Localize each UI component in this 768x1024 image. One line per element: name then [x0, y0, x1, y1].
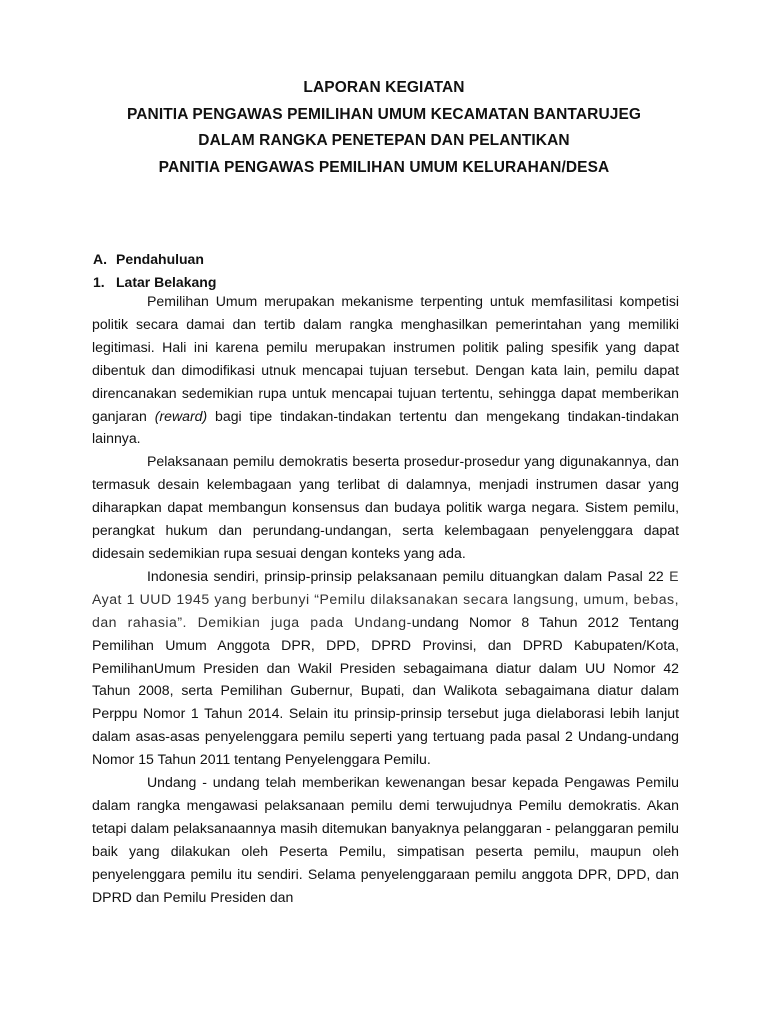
paragraph-4: Undang - undang telah memberikan kewenangan besar kepada Pengawas Pemilu dalam rangka mengawasi pelaksanaan pemilu demi terwujudnya Pemilu demokratis. Akan tetapi dalam pelaksanaannya masih ditemukan banyaknya pelanggaran - pelanggaran pemilu baik yang dilakukan oleh Peserta Pemilu, simpatisan peserta pemilu, maupun oleh penyelenggara pemilu itu sendiri. Selama penyelenggaraan pemilu anggota DPR, DPD, dan DPRD dan Pemilu Presiden dan: [92, 774, 679, 905]
title-line-3: DALAM RANGKA PENETEPAN DAN PELANTIKAN: [198, 132, 570, 149]
paragraph-3-text-b: undang Nomor 8 Tahun 2012 Tentang Pemilihan Umum Anggota DPR, DPD, DPRD Provinsi, dan DPRD Kabupaten/Kota, PemilihanUmum Presiden dan Wakil Presiden sebagaimana diatur dalam UU Nomor 42 Tahun 2008, serta Pemilihan Gubernur, Bupati, dan Walikota sebagaimana diatur dalam Perppu Nomor 1 Tahun 2014. Selain itu prinsip-prinsip tersebut juga dielaborasi lebih lanjut dalam asas-asas penyelenggara pemilu seperti yang tertuang pada pasal 2 Undang-undang Nomor 15 Tahun 2011 tentang Penyelenggara Pemilu.: [92, 613, 679, 768]
subsection-heading-latar-belakang: [93, 274, 216, 290]
section-heading-pendahuluan: [93, 251, 204, 267]
section-label: Pendahuluan: [116, 251, 204, 267]
paragraph-1-italic-term: (reward): [154, 407, 208, 424]
paragraph-3-text-a: Indonesia sendiri, prinsip-prinsip pelaksanaan pemilu dituangkan dalam Pasal 22: [147, 567, 670, 584]
body-text: [92, 290, 679, 908]
subsection-number: 1.: [93, 274, 105, 290]
subsection-label: Latar Belakang: [116, 274, 217, 290]
title-line-4: PANITIA PENGAWAS PEMILIHAN UMUM KELURAHAN/DESA: [158, 158, 610, 176]
paragraph-3-quoted-text: E Ayat 1 UUD 1945 yang berbunyi “Pemilu dilaksanakan secara langsung, umum, bebas, dan rahasia”. Demikian juga pada Undang-: [92, 567, 679, 630]
paragraph-1: [92, 290, 679, 450]
paragraph-3: [92, 565, 679, 771]
paragraph-2: Pelaksanaan pemilu demokratis beserta prosedur-prosedur yang digunakannya, dan termasuk desain kelembagaan yang terlibat di dalamnya, menjadi instrumen dasar yang diharapkan dapat membangun konsensus dan budaya politik warga negara. Sistem pemilu, perangkat hukum dan perundang-undangan, serta kelembagaan penyelenggara dapat didesain sedemikian rupa sesuai dengan konteks yang ada.: [92, 453, 679, 561]
title-line-1: LAPORAN KEGIATAN: [303, 79, 465, 96]
section-number: A.: [93, 251, 107, 267]
report-title: [80, 75, 688, 181]
paragraph-1-text-b: bagi tipe tindakan-tindakan tertentu dan mengekang tindakan-tindakan lainnya.: [92, 407, 679, 447]
paragraph-1-text-a: Pemilihan Umum merupakan mekanisme terpenting untuk memfasilitasi kompetisi politik secara damai dan tertib dalam rangka menghasilkan pemerintahan yang memiliki legitimasi. Hali ini karena pemilu merupakan instrumen politik paling spesifik yang dapat dibentuk dan dimodifikasi utnuk mencapai tujuan tersebut. Dengan kata lain, pemilu dapat direncanakan sedemikian rupa untuk mencapai tujuan tertentu, sehingga dapat memberikan ganjaran: [92, 293, 679, 424]
title-line-2: PANITIA PENGAWAS PEMILIHAN UMUM KECAMATAN BANTARUJEG: [126, 105, 642, 123]
